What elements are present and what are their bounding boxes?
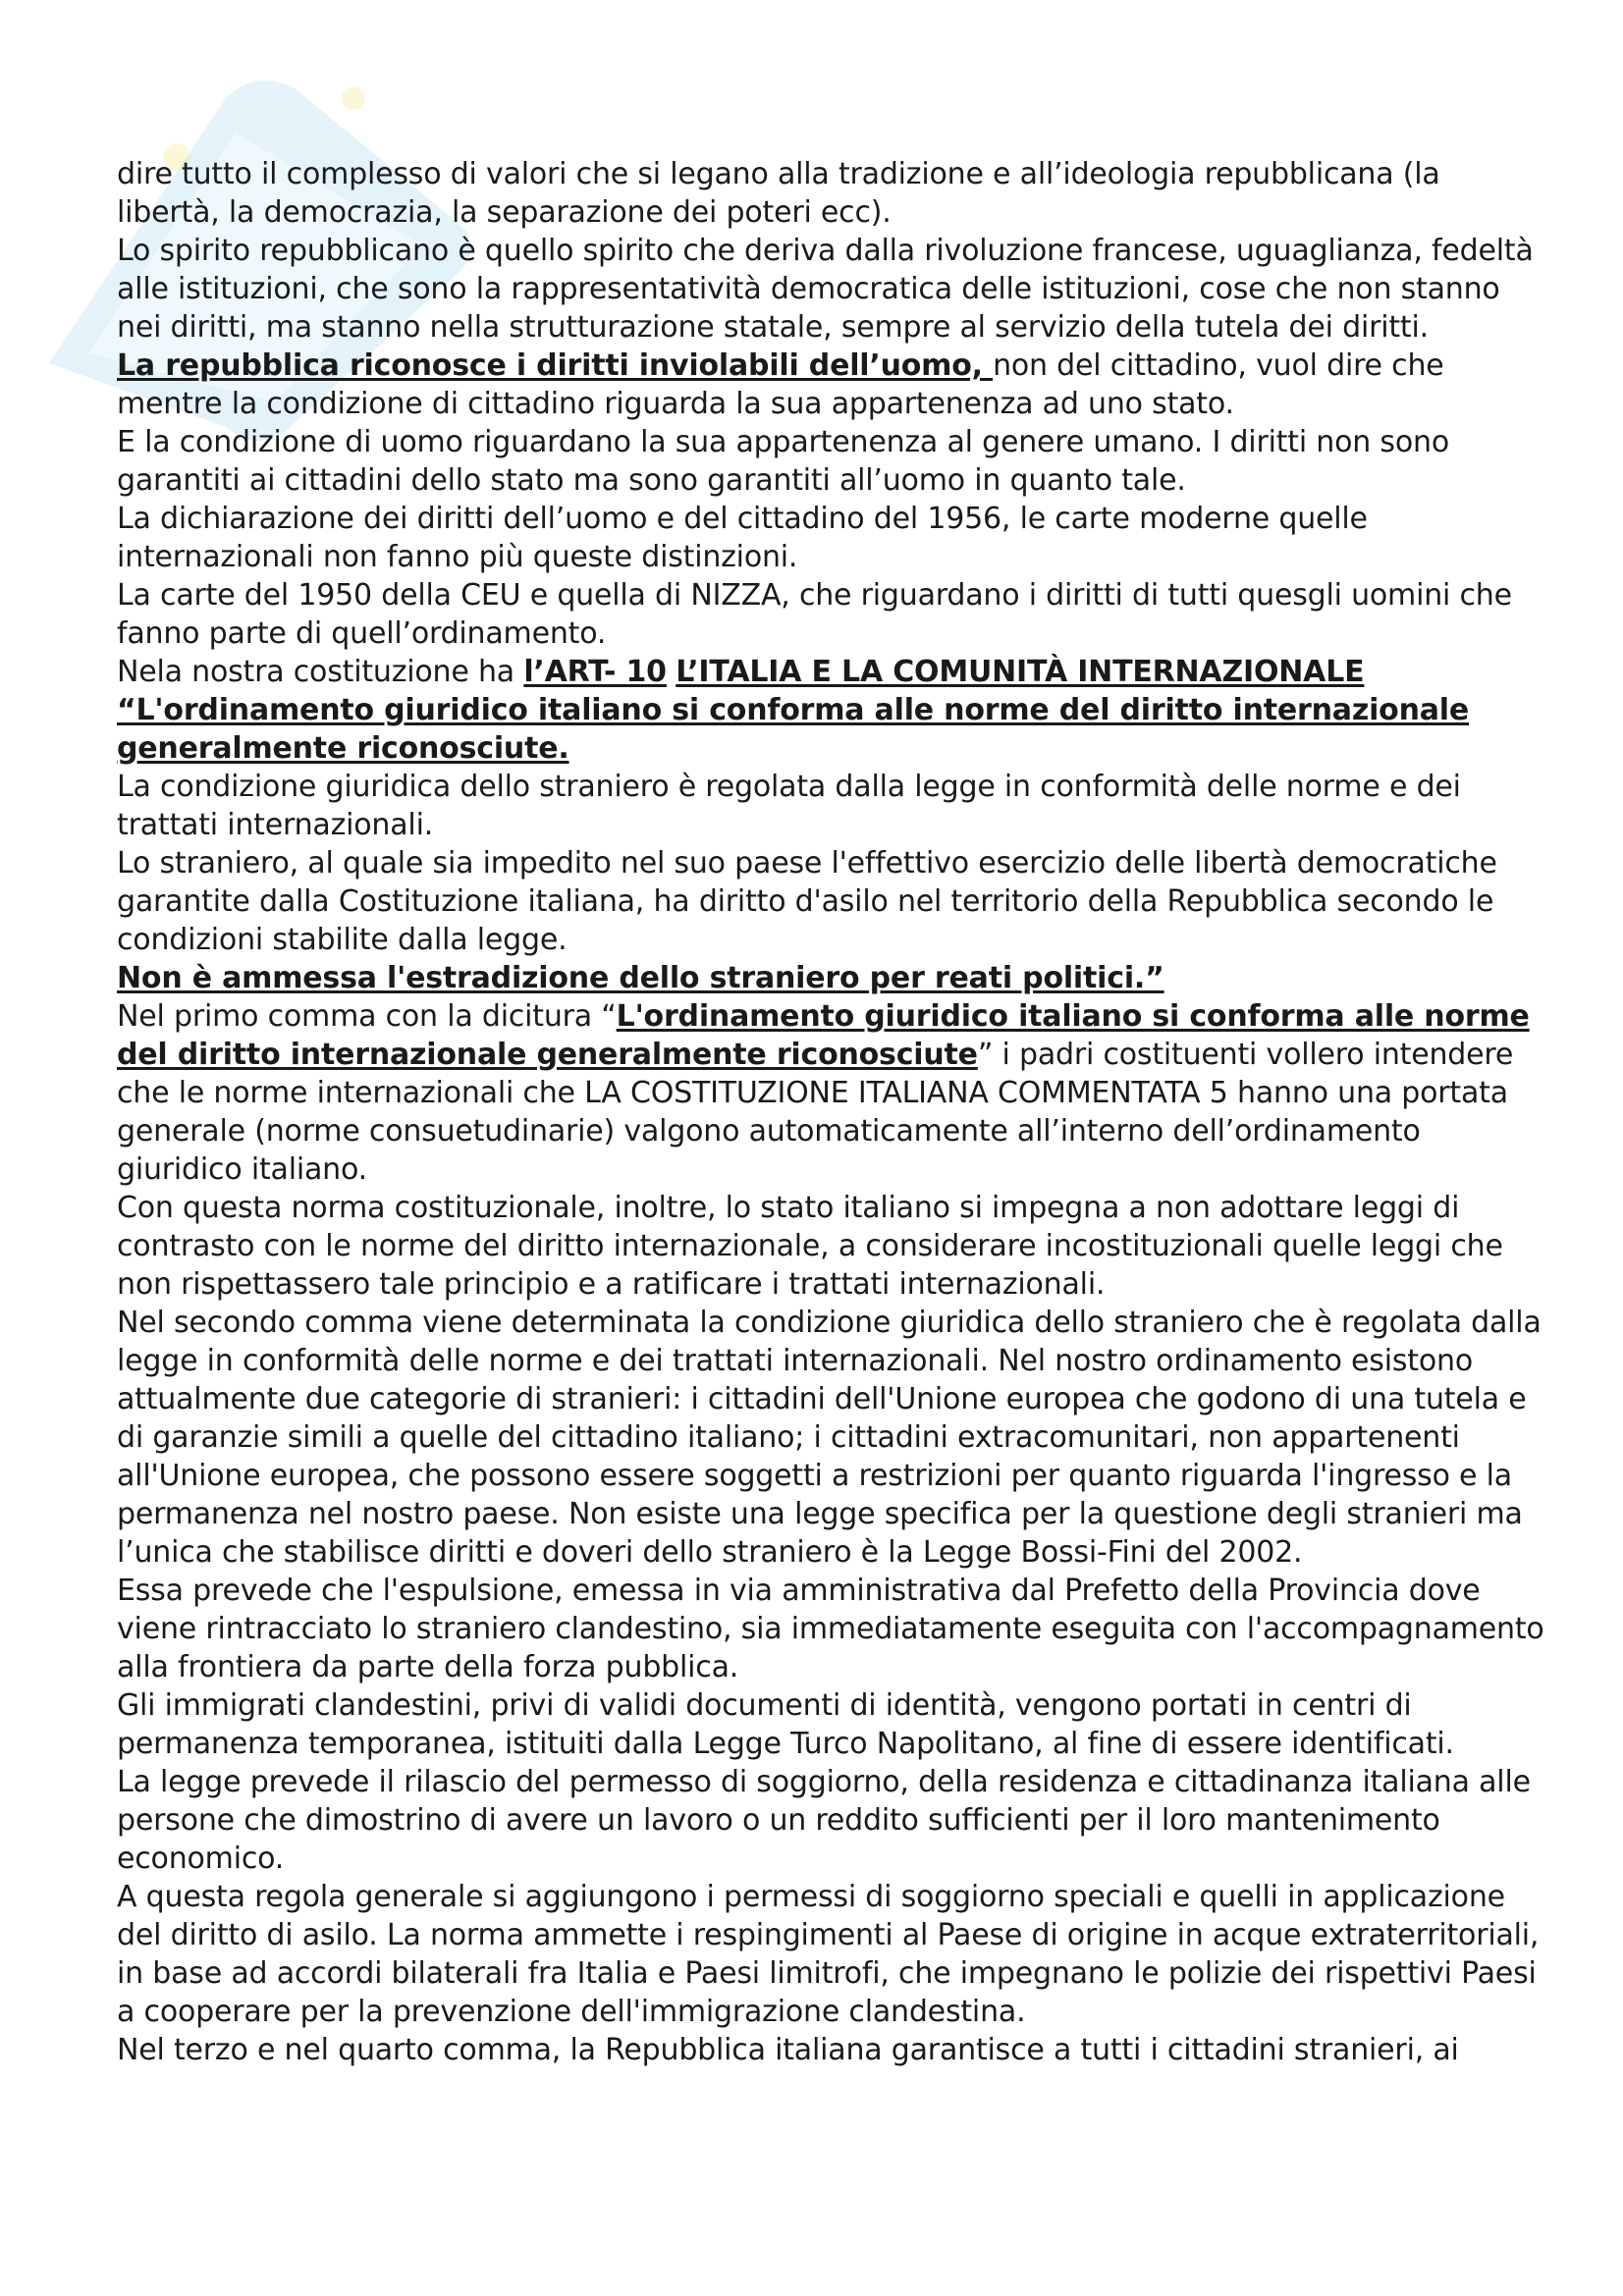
paragraph: Essa prevede che l'espulsione, emessa in via amministrativa dal Prefetto della Provincia dove viene rintracciato lo straniero clandestino, sia immediatamente eseguita con l'accompagnamento alla frontiera da parte della forza pubblica.: [117, 1574, 1544, 1684]
paragraph: A questa regola generale si aggiungono i permessi di soggiorno speciali e quelli in applicazione del diritto di asilo. La norma ammette i respingimenti al Paese di origine in acque extraterritoriali, in base ad accordi bilaterali fra Italia e Paesi limitrofi, che impegnano le polizie dei rispettivi Paesi a cooperare per la prevenzione dell'immigrazione clandestina.: [117, 1880, 1540, 2029]
paragraph: [117, 959, 1550, 997]
paragraph: Lo straniero, al quale sia impedito nel suo paese l'effettivo esercizio delle libertà democratiche garantite dalla Costituzione italiana, ha diritto d'asilo nel territorio della Repubblica secondo le condizioni stabilite dalla legge.: [117, 846, 1497, 957]
paragraph: E la condizione di uomo riguardano la sua appartenenza al genere umano. I diritti non sono garantiti ai cittadini dello stato ma sono garantiti all’uomo in quanto tale.: [117, 425, 1449, 498]
paragraph: La condizione giuridica dello straniero è regolata dalla legge in conformità delle norme e dei trattati internazionali.: [117, 770, 1461, 842]
paragraph-text: Nel primo comma con la dicitura “: [117, 999, 617, 1034]
paragraph: [117, 997, 1550, 1189]
paragraph: Nel terzo e nel quarto comma, la Repubblica italiana garantisce a tutti i cittadini stranieri, ai: [117, 2033, 1459, 2067]
paragraph: La dichiarazione dei diritti dell’uomo e del cittadino del 1956, le carte moderne quelle internazionali non fanno più queste distinzioni.: [117, 502, 1368, 574]
underlined-bold-text: La repubblica riconosce i diritti inviolabili dell’uomo,: [117, 348, 994, 383]
spacer-text: [667, 655, 676, 689]
paragraph: dire tutto il complesso di valori che si legano alla tradizione e all’ideologia repubblicana (la libertà, la democrazia, la separazione dei poteri ecc).: [117, 157, 1440, 230]
paragraph-text: Nela nostra costituzione ha: [117, 655, 524, 689]
paragraph: Lo spirito repubblicano è quello spirito che deriva dalla rivoluzione francese, uguaglianza, fedeltà alle istituzioni, che sono la rappresentatività democratica delle istituzioni, cose che non stanno nei diritti, ma stanno nella strutturazione statale, sempre al servizio della tutela dei diritti.: [117, 234, 1534, 345]
paragraph: [117, 347, 1550, 423]
paragraph: [117, 691, 1550, 768]
paragraph: [117, 653, 1550, 691]
quoted-underlined-text: L'ordinamento giuridico italiano si conforma alle norme del diritto internazionale generalmente riconosciute: [117, 999, 1530, 1072]
paragraph: Nel secondo comma viene determinata la condizione giuridica dello straniero che è regolata dalla legge in conformità delle norme e dei trattati internazionali. Nel nostro ordinamento esistono attualmente due categorie di stranieri: i cittadini dell'Unione europea che godono di una tutela e di garanzie simili a quelle del cittadino italiano; i cittadini extracomunitari, non appartenenti all'Unione europea, che possono essere soggetti a restrizioni per quanto riguarda l'ingresso e la permanenza nel nostro paese. Non esiste una legge specifica per la questione degli stranieri ma l’unica che stabilisce diritti e doveri dello straniero è la Legge Bossi-Fini del 2002.: [117, 1306, 1542, 1570]
article-title: L’ITALIA E LA COMUNITÀ INTERNAZIONALE: [676, 655, 1365, 689]
paragraph-text: non del cittadino, vuol dire che mentre la condizione di cittadino riguarda la sua appartenenza ad uno stato.: [117, 348, 1444, 421]
paragraph: La legge prevede il rilascio del permesso di soggiorno, della residenza e cittadinanza italiana alle persone che dimostrino di avere un lavoro o un reddito sufficienti per il loro mantenimento economico.: [117, 1765, 1531, 1876]
paragraph: La carte del 1950 della CEU e quella di NIZZA, che riguardano i diritti di tutti quesgli uomini che fanno parte di quell’ordinamento.: [117, 578, 1512, 651]
paragraph-text: ” i padri costituenti vollero intendere che le norme internazionali che LA COSTITUZIONE ITALIANA COMMENTATA 5 hanno una portata generale (norme consuetudinarie) valgono automaticamente all’interno dell’ordinamento giuridico italiano.: [117, 1038, 1514, 1187]
article-quote-last-comma: Non è ammessa l'estradizione dello straniero per reati politici.”: [117, 961, 1164, 995]
article-quote-first-comma: “L'ordinamento giuridico italiano si conforma alle norme del diritto internazionale generalmente riconosciute.: [117, 693, 1470, 766]
article-number: l’ART- 10: [523, 655, 667, 689]
paragraph: Con questa norma costituzionale, inoltre, lo stato italiano si impegna a non adottare leggi di contrasto con le norme del diritto internazionale, a considerare incostituzionali quelle leggi che non rispettassero tale principio e a ratificare i trattati internazionali.: [117, 1191, 1503, 1302]
document-page: [117, 155, 1550, 2069]
paragraph: Gli immigrati clandestini, privi di validi documenti di identità, vengono portati in centri di permanenza temporanea, istituiti dalla Legge Turco Napolitano, al fine di essere identificati.: [117, 1688, 1454, 1761]
